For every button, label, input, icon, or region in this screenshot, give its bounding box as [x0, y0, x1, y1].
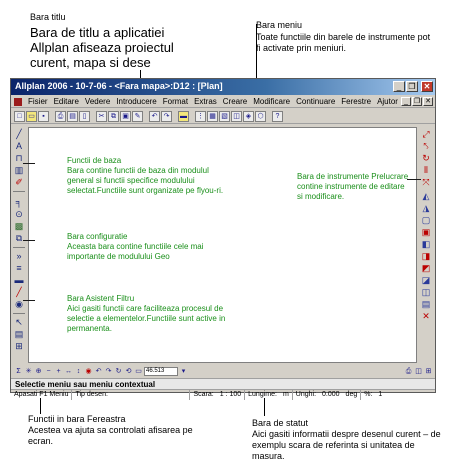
brush-icon[interactable]: ✎	[132, 111, 143, 122]
note-edit-bar	[297, 172, 412, 202]
menu-continuare[interactable]: Continuare	[296, 97, 336, 106]
select-icon[interactable]: ↖	[15, 317, 23, 327]
doc-restore-button[interactable]: ❐	[413, 98, 421, 105]
drawing-icon[interactable]: ▧	[219, 111, 230, 122]
status-angle-unit: deg	[343, 390, 362, 400]
window-split-icon[interactable]: ◫	[415, 367, 422, 375]
split-icon[interactable]: ◫	[421, 287, 431, 297]
layer-icon[interactable]: ▬	[180, 112, 187, 120]
layers-icon[interactable]: ⧉	[15, 233, 23, 243]
status-bar	[11, 389, 435, 400]
print-area-icon[interactable]: ⎙	[405, 367, 412, 375]
note-title: Bara Asistent Filtru	[67, 294, 135, 303]
window-icon[interactable]: ▤	[14, 329, 24, 339]
arrows-icon[interactable]: ↔	[65, 367, 72, 375]
fileset-icon[interactable]: ▦	[207, 111, 218, 122]
zoom-all-icon[interactable]: ⟲	[125, 367, 132, 375]
print-preview-icon[interactable]: ▤	[67, 111, 78, 122]
note-filter-bar	[67, 294, 239, 334]
note-pointer	[23, 163, 35, 164]
regen-icon[interactable]: ↻	[115, 367, 122, 375]
note-pointer	[23, 240, 35, 241]
menu-vedere[interactable]: Vedere	[84, 97, 111, 106]
callout-title: Functii in bara Fereastra	[28, 414, 126, 424]
toolbar-divider	[13, 191, 25, 192]
filter-element-icon[interactable]: ◉	[15, 299, 23, 309]
line-icon[interactable]: ╱	[16, 129, 22, 139]
delete-icon[interactable]: ✕	[422, 311, 430, 321]
callout-title: Bara de statut	[252, 418, 309, 428]
help-icon[interactable]: ?	[272, 111, 283, 122]
drawing-canvas[interactable]	[28, 127, 417, 363]
status-length-unit: m	[280, 390, 293, 400]
trim-icon[interactable]: ◧	[421, 239, 431, 249]
menu-format[interactable]: Format	[162, 97, 189, 106]
extend-icon[interactable]: ◨	[421, 251, 431, 261]
app-window	[10, 78, 436, 398]
leader-status-bar	[264, 398, 265, 416]
attribute-icon[interactable]: ▤	[421, 299, 431, 309]
minimize-button[interactable]: _	[393, 81, 405, 92]
properties-icon[interactable]: ⋮	[197, 112, 204, 120]
callout-menu-bar	[256, 20, 436, 54]
callout-title: Bara titlu	[30, 12, 66, 22]
note-title: Bara de instrumente Prelucrare	[297, 172, 409, 181]
plus-icon[interactable]: +	[56, 367, 61, 375]
save-icon[interactable]: ▪	[38, 111, 49, 122]
expand-icon[interactable]: »	[16, 251, 22, 261]
sigma-icon[interactable]: Σ	[16, 367, 21, 375]
note-title: Bara configuratie	[67, 232, 128, 241]
menu-editare[interactable]: Editare	[53, 97, 79, 106]
toolbar-separator	[173, 111, 177, 122]
modify-icon[interactable]: ✐	[15, 177, 23, 187]
zoom-field[interactable]: 46.513	[144, 367, 178, 376]
maximize-button[interactable]: ❐	[406, 81, 418, 92]
status-angle-label: Unghi:	[295, 391, 317, 398]
status-scale-value: 1 : 100	[217, 390, 245, 400]
geo-icon[interactable]: ⊙	[15, 209, 23, 219]
dimension-icon[interactable]: ⊓	[15, 153, 23, 163]
toolbar-divider	[13, 313, 25, 314]
zoom-window-icon[interactable]: ◉	[85, 367, 92, 375]
note-config-bar	[67, 232, 227, 262]
undo-icon[interactable]: ↶	[149, 111, 160, 122]
doc-minimize-button[interactable]: _	[401, 97, 411, 106]
window-title: Allplan 2006 - 10-7-06 - <Fara mapa>:D12 : [Plan]	[15, 81, 223, 91]
filter-icon[interactable]: ≡	[16, 263, 22, 273]
toolbar-separator	[267, 111, 271, 122]
callout-desc: Toate functiile din barele de instrumente pot fi activate prin meniuri.	[256, 32, 431, 53]
note-desc: Aici gasiti functii care faciliteaza procesul de selectie a elementelor.Functiile sunt active in permanenta.	[67, 304, 226, 333]
menu-modificare[interactable]: Modificare	[253, 97, 291, 106]
toolbar-separator	[144, 111, 148, 122]
callout-window-bar	[28, 414, 203, 447]
window-tile-icon[interactable]: ⊞	[425, 367, 432, 375]
note-desc: Bara contine functii de baza din modulul general si functii specifice modulului selectat.Functiile sunt organizate pe flyou-ri.	[67, 166, 224, 195]
title-bar	[11, 79, 435, 95]
mirror-icon[interactable]: ◭	[422, 191, 430, 201]
note-pointer	[23, 300, 35, 301]
note-title: Functii de baza	[67, 156, 122, 165]
3d-icon[interactable]: ◈	[243, 111, 254, 122]
redo-icon[interactable]: ↷	[161, 111, 172, 122]
callout-status-bar	[252, 418, 442, 462]
standard-toolbar	[11, 109, 435, 124]
note-desc: contine instrumente de editare si modificare.	[297, 182, 405, 201]
stretch-icon[interactable]: ⦀	[424, 165, 428, 175]
terrain-icon[interactable]: ▩	[14, 221, 24, 231]
callout-title: Bara meniu	[256, 20, 303, 30]
status-angle-value: 0.000	[322, 391, 340, 398]
text-icon[interactable]: A	[15, 141, 22, 151]
new-icon[interactable]: □	[14, 111, 25, 122]
minus-icon[interactable]: −	[46, 367, 51, 375]
status-percent-value: 1	[378, 391, 383, 398]
menu-ferestre[interactable]: Ferestre	[341, 97, 372, 106]
copy-icon[interactable]: ⧉	[108, 111, 119, 122]
menu-fisier[interactable]: Fisier	[28, 97, 48, 106]
rotate-icon[interactable]: ↻	[422, 153, 430, 163]
note-desc: Aceasta bara contine functiile cele mai importante de modulului Geo	[67, 242, 204, 261]
scale-icon[interactable]: ⤧	[422, 177, 430, 187]
menu-introducere[interactable]: Introducere	[116, 97, 157, 106]
toolbar-separator	[50, 111, 54, 122]
menu-extras[interactable]: Extras	[194, 97, 217, 106]
toolbar-separator	[91, 111, 95, 122]
doc-close-button[interactable]: ✕	[423, 97, 433, 106]
menu-creare[interactable]: Creare	[222, 97, 248, 106]
note-basic-functions	[67, 156, 237, 196]
callout-desc: Acestea va ajuta sa controlati afisarea pe ecran.	[28, 425, 193, 446]
view-icon[interactable]: ◫	[231, 111, 242, 122]
command-prompt: Selectie meniu sau meniu contextual	[11, 378, 435, 389]
cut-icon[interactable]: ✂	[96, 111, 107, 122]
pan-icon[interactable]: ↕	[76, 367, 81, 375]
open-icon[interactable]: ▭	[26, 111, 37, 122]
status-scale-label: Scara:	[193, 391, 214, 398]
menu-bar	[11, 96, 435, 108]
toolbar-separator	[190, 111, 194, 122]
folder-icon[interactable]: ▭	[135, 367, 142, 375]
toolbar-divider	[13, 247, 25, 248]
window-toolbar	[11, 365, 435, 377]
menu-ajutor[interactable]: Ajutor	[377, 97, 398, 106]
status-percent-label: %:	[364, 391, 373, 398]
callout-desc: Bara de titlu a aplicatiei Allplan afiseaza proiectul curent, mapa si dese	[30, 25, 174, 70]
close-button[interactable]: ✕	[421, 81, 433, 92]
zoom-prev-icon[interactable]: ↶	[95, 367, 102, 375]
mirror-copy-icon[interactable]: ◮	[422, 203, 430, 213]
config-icon[interactable]: ╕	[15, 197, 23, 207]
status-length-label: Lungime:	[248, 391, 277, 398]
cube-icon[interactable]: ⬡	[255, 111, 266, 122]
zoom-next-icon[interactable]: ↷	[105, 367, 112, 375]
filter-line-icon[interactable]: ▬	[14, 275, 24, 285]
modify-points-icon[interactable]: ◩	[421, 263, 431, 273]
crosshair-icon[interactable]: ⊕	[35, 367, 42, 375]
join-icon[interactable]: ◪	[421, 275, 431, 285]
offset-icon[interactable]: ▢	[421, 215, 431, 225]
page-icon[interactable]: ▯	[79, 111, 90, 122]
status-help: Apasati F1 Meniu	[11, 390, 72, 400]
callout-title-bar	[30, 12, 200, 70]
hatch-icon[interactable]: ▥	[14, 165, 24, 175]
document-icon[interactable]	[14, 98, 22, 106]
print-icon[interactable]: ⎙	[55, 111, 66, 122]
leader-window-bar	[40, 398, 41, 414]
chevron-down-icon[interactable]: ▾	[181, 367, 186, 375]
array-icon[interactable]: ▣	[421, 227, 431, 237]
move-icon[interactable]: ⤢	[422, 129, 430, 139]
copy-edit-icon[interactable]: ⤣	[423, 141, 429, 151]
status-drawing-type: Tip desen:	[72, 390, 190, 400]
grid-icon[interactable]: ⊞	[15, 341, 23, 351]
callout-desc: Aici gasiti informatii despre desenul curent – de exemplu scara de referinta si unitatea de masura.	[252, 429, 441, 461]
paste-icon[interactable]: ▣	[120, 111, 131, 122]
filter-pen-icon[interactable]: ╱	[16, 287, 22, 297]
snap-icon[interactable]: ✳	[25, 367, 32, 375]
